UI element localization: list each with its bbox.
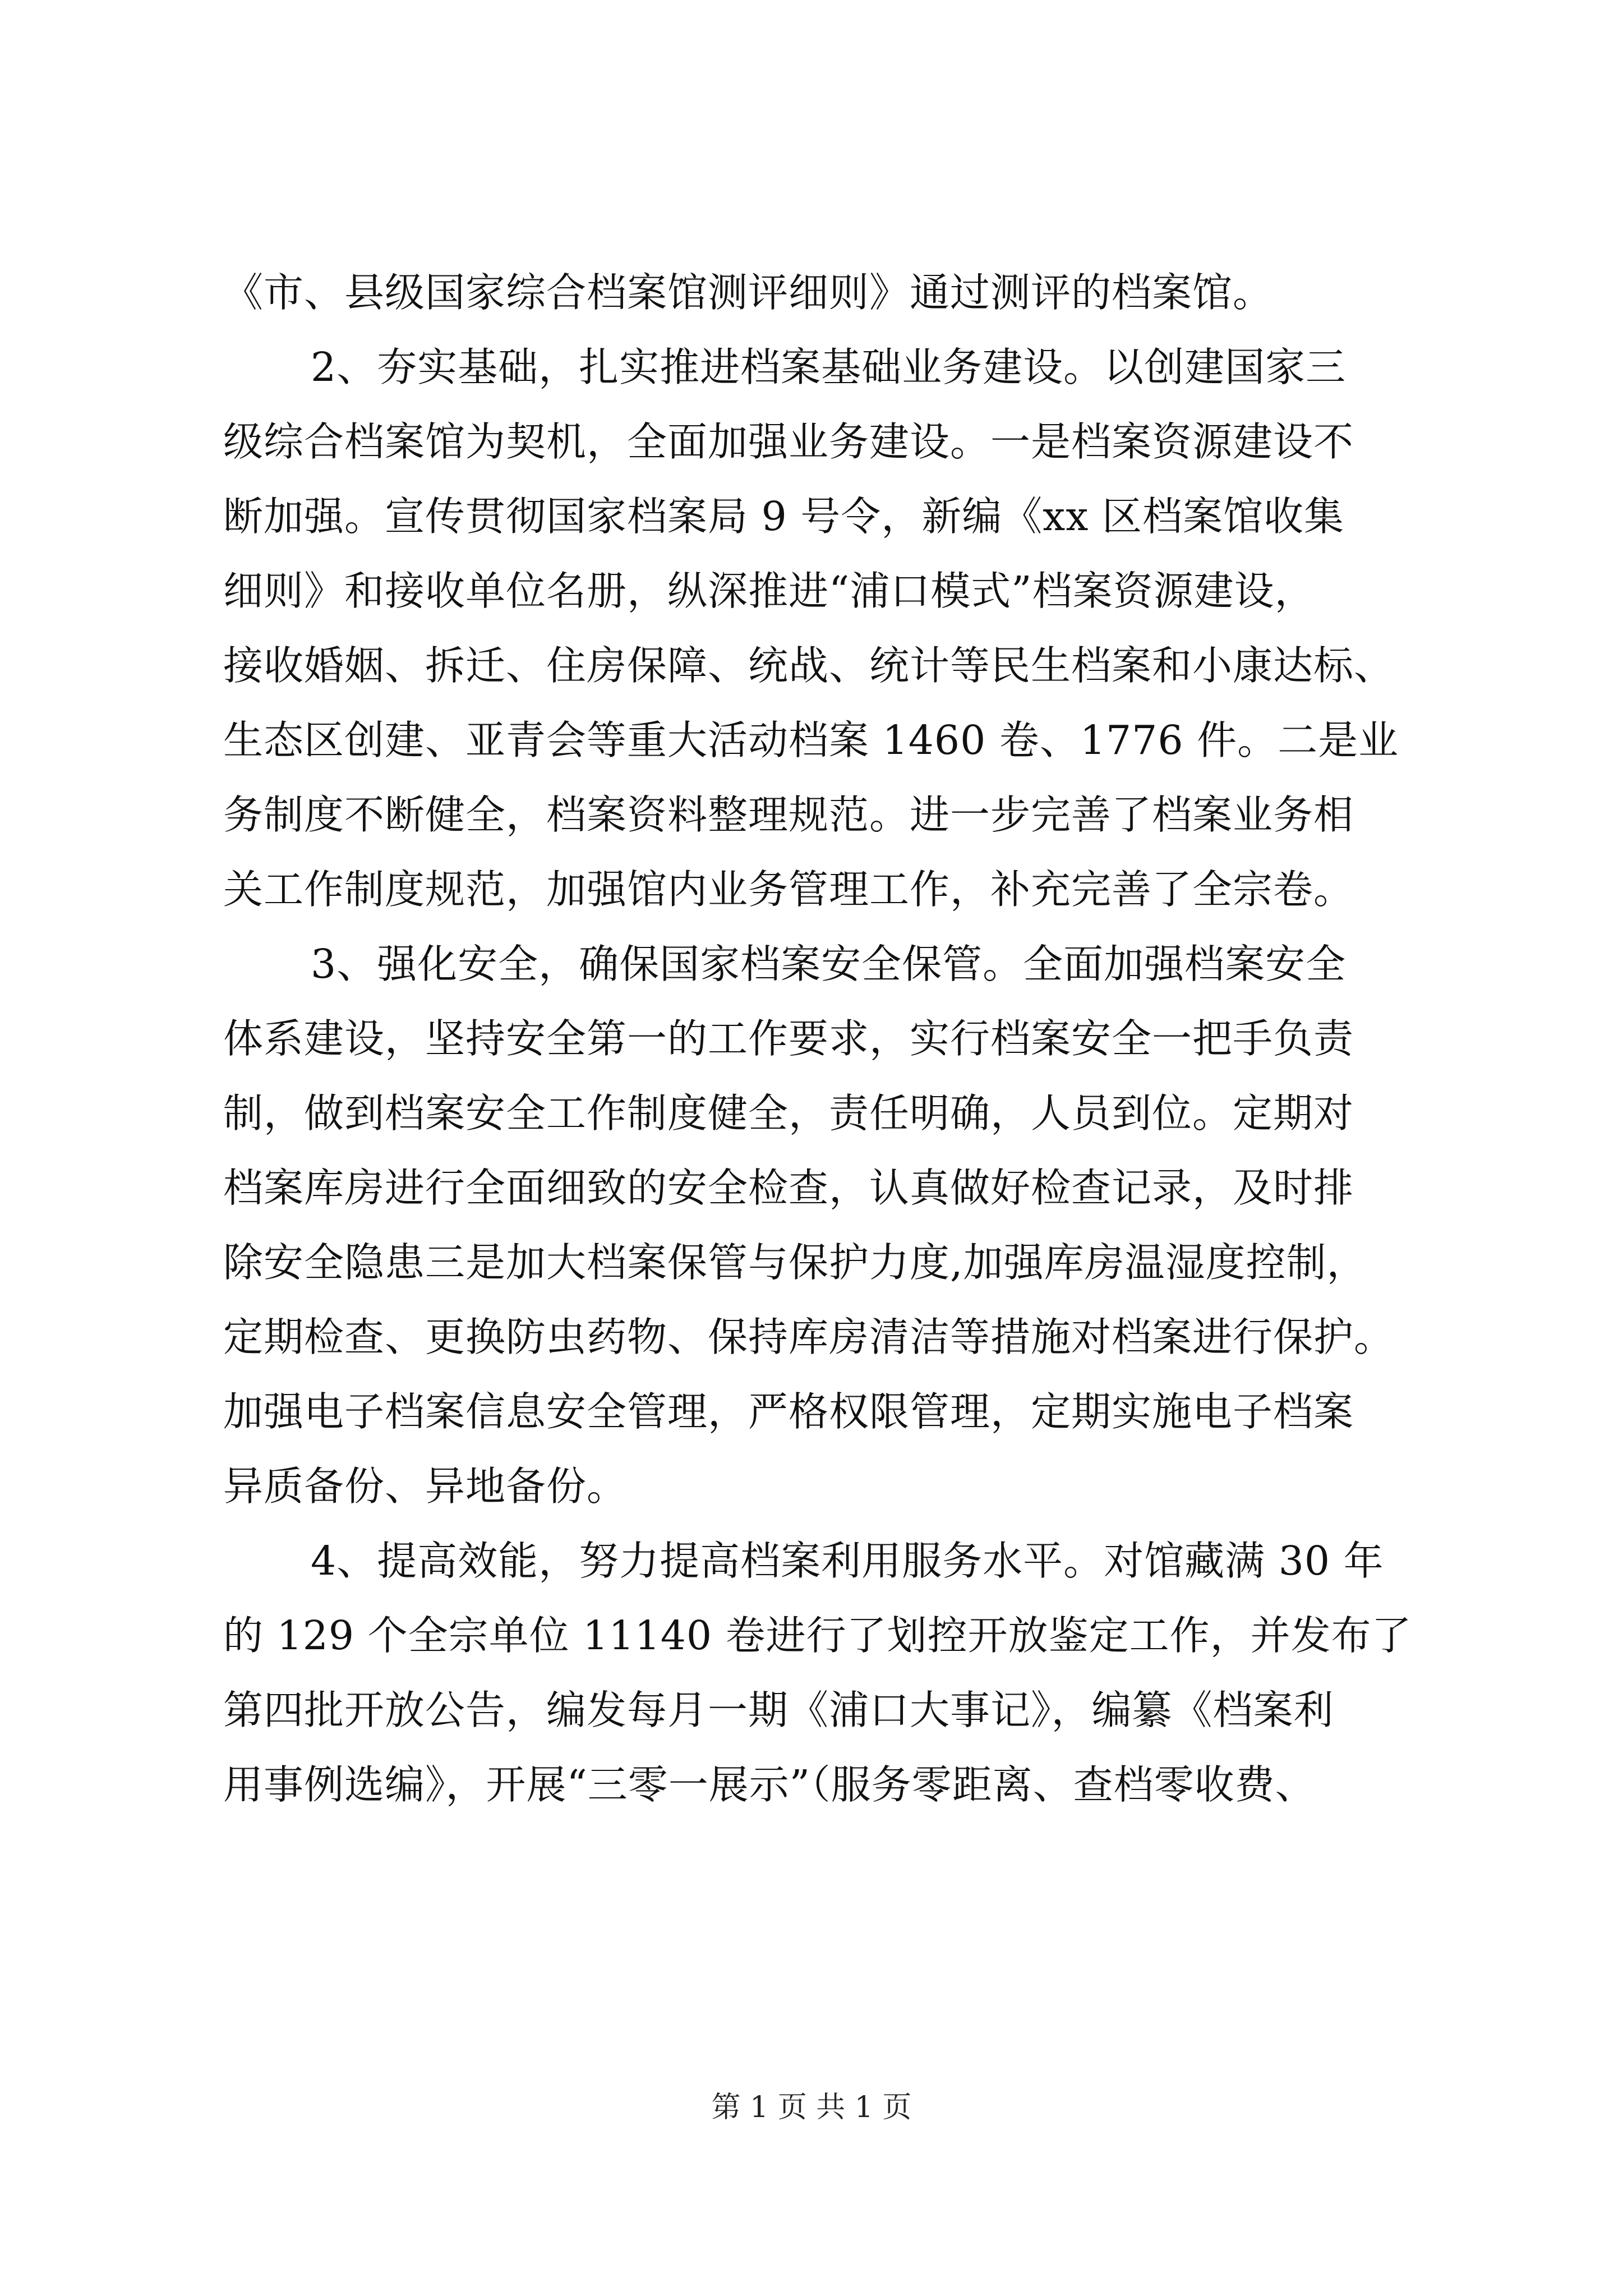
text-line: 的 129 个全宗单位 11140 卷进行了划控开放鉴定工作，并发布了 — [223, 1612, 1412, 1659]
text-line: 生态区创建、亚青会等重大活动档案 1460 卷、1776 件。二是业 — [223, 717, 1399, 763]
page-footer: 第 1 页 共 1 页 — [711, 2091, 912, 2124]
text-line: 定期检查、更换防虫药物、保持库房清洁等措施对档案进行保护。 — [223, 1314, 1395, 1360]
text-line: 档案库房进行全面细致的安全检查，认真做好检查记录，及时排 — [223, 1165, 1354, 1211]
text-line: 制，做到档案安全工作制度健全，责任明确，人员到位。定期对 — [223, 1090, 1354, 1137]
text-line: 4、提高效能，努力提高档案利用服务水平。对馆藏满 30 年 — [311, 1538, 1384, 1584]
text-line: 3、强化安全，确保国家档案安全保管。全面加强档案安全 — [311, 941, 1347, 987]
text-line: 加强电子档案信息安全管理，严格权限管理，定期实施电子档案 — [223, 1388, 1354, 1435]
text-line: 务制度不断健全，档案资料整理规范。进一步完善了档案业务相 — [223, 792, 1354, 838]
text-line: 2、夯实基础，扎实推进档案基础业务建设。以创建国家三 — [311, 344, 1347, 390]
text-line: 断加强。宣传贯彻国家档案局 9 号令，新编《xx 区档案馆收集 — [223, 493, 1344, 540]
text-line: 异质备份、异地备份。 — [223, 1463, 628, 1510]
text-line: 用事例选编》，开展“三零一展示”（服务零距离、查档零收费、 — [223, 1761, 1316, 1808]
text-line: 体系建设，坚持安全第一的工作要求，实行档案安全一把手负责 — [223, 1015, 1354, 1062]
text-line: 细则》和接收单位名册，纵深推进“浦口模式”档案资源建设， — [223, 568, 1315, 614]
text-line: 第四批开放公告，编发每月一期《浦口大事记》，编纂《档案利 — [223, 1687, 1334, 1733]
text-line: 《市、县级国家综合档案馆测评细则》通过测评的档案馆。 — [223, 269, 1274, 316]
text-line: 级综合档案馆为契机，全面加强业务建设。一是档案资源建设不 — [223, 418, 1354, 465]
text-line: 关工作制度规范，加强馆内业务管理工作，补充完善了全宗卷。 — [223, 866, 1354, 913]
document-body — [223, 255, 1423, 1822]
text-line: 接收婚姻、拆迁、住房保障、统战、统计等民生档案和小康达标、 — [223, 642, 1395, 689]
text-line: 除安全隐患三是加大档案保管与保护力度,加强库房温湿度控制， — [223, 1239, 1367, 1286]
